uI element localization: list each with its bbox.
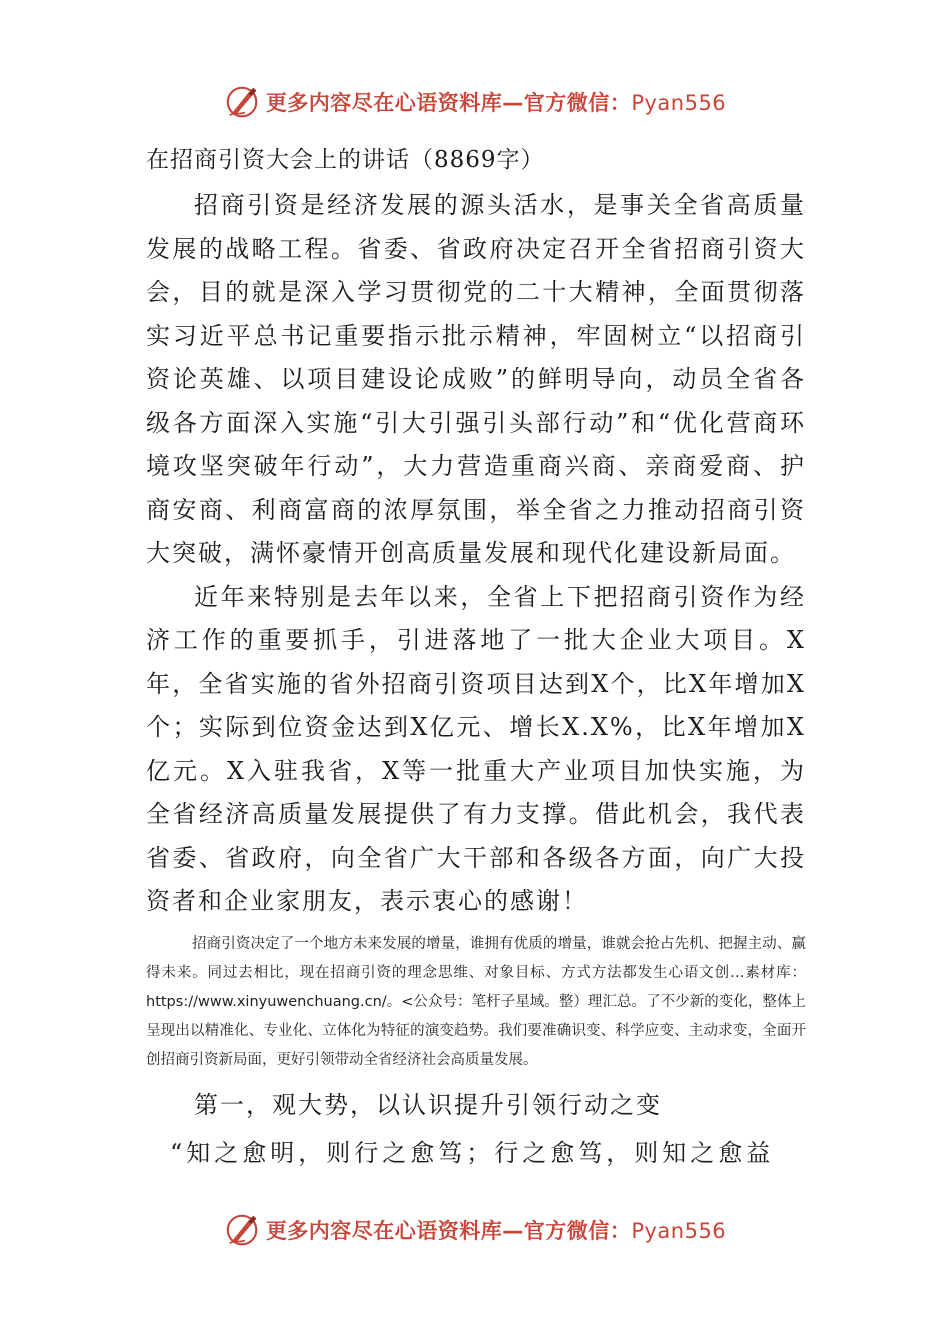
banner-slogan: 更多内容尽在心语资料库—官方微信：Pyan556 [265,91,727,115]
document-title: 在招商引资大会上的讲话（8869字） [146,147,545,173]
paragraph-1: 招商引资是经济发展的源头活水，是事关全省高质量发展的战略工程。省委、省政府决定召开全省招商引资大会，目的就是深入学习贯彻党的二十大精神，全面贯彻落实习近平总书记重要指示批示精神，牢固树立“以招商引资论英雄、以项目建设论成败”的鲜明导向，动员全省各级各方面深入实施“引大引强引头部行动”和“优化营商环境攻坚突破年行动”，大力营造重商兴商、亲商爱商、护商安商、利商富商的浓厚氛围，举全省之力推动招商引资大突破，满怀豪情开创高质量发展和现代化建设新局面。 [146,191,806,567]
paragraph-2: 近年来特别是去年以来，全省上下把招商引资作为经济工作的重要抓手，引进落地了一批大企业大项目。X年，全省实施的省外招商引资项目达到X个，比X年增加X个；实际到位资金达到X亿元、增长X.X%，比X年增加X亿元。X入驻我省，X等一批重大产业项目加快实施，为全省经济高质量发展提供了有力支撑。借此机会，我代表省委、省政府，向全省广大干部和各级各方面，向广大投资者和企业家朋友，表示衷心的感谢！ [146,582,806,915]
banner-slogan: 更多内容尽在心语资料库—官方微信：Pyan556 [265,1219,727,1243]
pen-logo-icon [224,83,262,121]
paragraph-3: 招商引资决定了一个地方未来发展的增量，谁拥有优质的增量，谁就会抢占先机、把握主动、赢得未来。同过去相比，现在招商引资的理念思维、对象目标、方式方法都发生心语文创…素材库：https://www.xinyuwenchuang.cn/。<公众号：笔杆子星域。整）理汇总。了不少新的变化，整体上呈现出以精准化、专业化、立体化为特征的演变趋势。我们要准确识变、科学应变、主动求变，全面开创招商引资新局面，更好引领带动全省经济社会高质量发展。 [146,935,806,1068]
wechat-handle: Pyan556 [631,1219,727,1243]
footer-banner [0,1210,950,1250]
document-body [146,140,806,1175]
quote-line: “知之愈明，则行之愈笃；行之愈笃，则知之愈益 [170,1138,775,1167]
header-banner [0,82,950,122]
section-heading: 第一，观大势，以认识提升引领行动之变 [194,1090,662,1119]
wechat-handle: Pyan556 [631,91,727,115]
pen-logo-icon [224,1211,262,1249]
